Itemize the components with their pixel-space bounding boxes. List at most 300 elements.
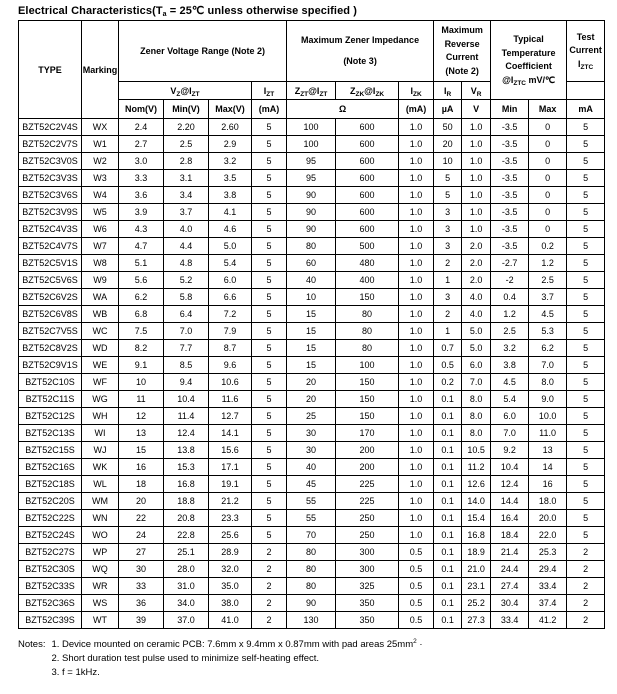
temp-line-2: Temperature [501, 47, 556, 58]
value-cell: 23.1 [462, 578, 491, 595]
value-cell: 30 [119, 561, 164, 578]
value-cell: 31.0 [164, 578, 209, 595]
marking-cell: WR [82, 578, 119, 595]
value-cell: 80 [336, 340, 399, 357]
type-cell: BZT52C4V7S [19, 238, 82, 255]
electrical-characteristics-table [18, 20, 605, 629]
value-cell: 7.0 [529, 357, 567, 374]
value-cell: 35.0 [209, 578, 252, 595]
table-row [19, 476, 605, 493]
value-cell: 14 [529, 459, 567, 476]
value-cell: 27 [119, 544, 164, 561]
value-cell: 0.1 [434, 391, 462, 408]
value-cell: 10.0 [529, 408, 567, 425]
value-cell: 15 [287, 357, 336, 374]
value-cell: 24 [119, 527, 164, 544]
value-cell: 300 [336, 561, 399, 578]
col-group-temp-coefficient [491, 21, 567, 100]
value-cell: 14.1 [209, 425, 252, 442]
value-cell: 95 [287, 153, 336, 170]
value-cell: 0 [529, 153, 567, 170]
value-cell: 4.1 [209, 204, 252, 221]
col-group-max-reverse-current [434, 21, 491, 82]
type-cell: BZT52C9V1S [19, 357, 82, 374]
value-cell: 5 [252, 204, 287, 221]
value-cell: 480 [336, 255, 399, 272]
value-cell: 5 [567, 119, 605, 136]
type-cell: BZT52C3V0S [19, 153, 82, 170]
value-cell: 3.0 [119, 153, 164, 170]
value-cell: 5 [252, 170, 287, 187]
value-cell: 5 [567, 527, 605, 544]
reverse-line-3: Current [445, 52, 479, 62]
value-cell: 2 [252, 612, 287, 629]
value-cell: 11.0 [529, 425, 567, 442]
marking-cell: WC [82, 323, 119, 340]
col-header-vr: $V_R$ [462, 82, 491, 100]
table-row [19, 459, 605, 476]
value-cell: 150 [336, 374, 399, 391]
table-row [19, 374, 605, 391]
value-cell: 1.0 [399, 170, 434, 187]
value-cell: 5 [434, 170, 462, 187]
value-cell: 3.6 [119, 187, 164, 204]
value-cell: 20 [287, 374, 336, 391]
value-cell: 5 [434, 187, 462, 204]
value-cell: 7.2 [209, 306, 252, 323]
value-cell: 20.8 [164, 510, 209, 527]
type-cell: BZT52C13S [19, 425, 82, 442]
value-cell: 8.0 [462, 425, 491, 442]
value-cell: -3.5 [491, 238, 529, 255]
value-cell: 200 [336, 442, 399, 459]
marking-cell: WX [82, 119, 119, 136]
value-cell: 1.0 [462, 221, 491, 238]
marking-cell: WS [82, 595, 119, 612]
value-cell: 600 [336, 221, 399, 238]
col-group-max-zener-impedance [287, 21, 434, 82]
value-cell: 29.4 [529, 561, 567, 578]
value-cell: 5 [252, 374, 287, 391]
value-cell: 7.9 [209, 323, 252, 340]
col-header-type: TYPE [19, 21, 82, 119]
value-cell: 28.0 [164, 561, 209, 578]
type-cell: BZT52C2V4S [19, 119, 82, 136]
value-cell: -3.5 [491, 221, 529, 238]
value-cell: 18.4 [491, 527, 529, 544]
value-cell: 13.8 [164, 442, 209, 459]
value-cell: 1.0 [399, 289, 434, 306]
value-cell: 11.2 [462, 459, 491, 476]
col-header-izk: $I_{ZK}$ [399, 82, 434, 100]
value-cell: 3.3 [119, 170, 164, 187]
value-cell: 9.1 [119, 357, 164, 374]
value-cell: 0.7 [434, 340, 462, 357]
value-cell: 9.4 [164, 374, 209, 391]
unit-ohm: Ω [287, 100, 399, 119]
value-cell: 0.5 [399, 612, 434, 629]
value-cell: 80 [287, 238, 336, 255]
unit-izt-ma: (mA) [252, 100, 287, 119]
value-cell: 10 [434, 153, 462, 170]
value-cell: 5 [252, 510, 287, 527]
value-cell: 3.2 [491, 340, 529, 357]
value-cell: 0.1 [434, 408, 462, 425]
marking-cell: W8 [82, 255, 119, 272]
value-cell: 5 [252, 221, 287, 238]
value-cell: 5 [252, 357, 287, 374]
unit-izk-ma: (mA) [399, 100, 434, 119]
value-cell: 0.5 [399, 561, 434, 578]
value-cell: 1.0 [399, 340, 434, 357]
value-cell: 40 [287, 272, 336, 289]
type-cell: BZT52C33S [19, 578, 82, 595]
value-cell: 3 [434, 204, 462, 221]
value-cell: 2.20 [164, 119, 209, 136]
value-cell: 6.0 [462, 357, 491, 374]
value-cell: 50 [434, 119, 462, 136]
value-cell: 5 [567, 357, 605, 374]
value-cell: 10.6 [209, 374, 252, 391]
value-cell: 250 [336, 527, 399, 544]
value-cell: 2.0 [462, 255, 491, 272]
value-cell: 1.2 [491, 306, 529, 323]
value-cell: 9.6 [209, 357, 252, 374]
value-cell: 2 [252, 561, 287, 578]
value-cell: 5 [567, 425, 605, 442]
value-cell: 3.9 [119, 204, 164, 221]
note-item-1: 1. Device mounted on ceramic PCB: 7.6mm x 9.4mm x 0.87mm with pad areas $25mm^2$ · [51, 638, 423, 650]
value-cell: 37.4 [529, 595, 567, 612]
value-cell: 36 [119, 595, 164, 612]
value-cell: 5 [567, 510, 605, 527]
value-cell: 0 [529, 221, 567, 238]
table-row [19, 595, 605, 612]
value-cell: 60 [287, 255, 336, 272]
value-cell: 1.0 [399, 255, 434, 272]
value-cell: 2 [567, 578, 605, 595]
value-cell: 80 [287, 544, 336, 561]
value-cell: 7.0 [462, 374, 491, 391]
value-cell: 5.4 [491, 391, 529, 408]
value-cell: 2.5 [529, 272, 567, 289]
value-cell: 0.5 [399, 578, 434, 595]
type-cell: BZT52C8V2S [19, 340, 82, 357]
value-cell: 5 [567, 374, 605, 391]
value-cell: 15 [119, 442, 164, 459]
col-group-zener-voltage-range: Zener Voltage Range (Note 2) [119, 21, 287, 82]
type-cell: BZT52C16S [19, 459, 82, 476]
value-cell: 3 [434, 289, 462, 306]
value-cell: 0.5 [434, 357, 462, 374]
table-row [19, 357, 605, 374]
value-cell: 41.0 [209, 612, 252, 629]
value-cell: 5 [567, 136, 605, 153]
marking-cell: W4 [82, 187, 119, 204]
value-cell: 22.0 [529, 527, 567, 544]
value-cell: 4.4 [164, 238, 209, 255]
unit-ir-ua: µA [434, 100, 462, 119]
value-cell: 5 [567, 187, 605, 204]
value-cell: 600 [336, 119, 399, 136]
value-cell: 30 [287, 442, 336, 459]
type-cell: BZT52C2V7S [19, 136, 82, 153]
value-cell: 5 [567, 306, 605, 323]
value-cell: 4.5 [491, 374, 529, 391]
value-cell: 22 [119, 510, 164, 527]
value-cell: 95 [287, 170, 336, 187]
value-cell: 12 [119, 408, 164, 425]
type-cell: BZT52C10S [19, 374, 82, 391]
table-row [19, 578, 605, 595]
value-cell: 5 [252, 425, 287, 442]
type-cell: BZT52C5V1S [19, 255, 82, 272]
value-cell: 5 [252, 408, 287, 425]
value-cell: 325 [336, 578, 399, 595]
table-row [19, 408, 605, 425]
value-cell: 5.0 [209, 238, 252, 255]
value-cell: 20 [287, 391, 336, 408]
value-cell: 500 [336, 238, 399, 255]
value-cell: -3.5 [491, 204, 529, 221]
value-cell: 5 [567, 459, 605, 476]
value-cell: 5 [567, 493, 605, 510]
value-cell: 0 [529, 187, 567, 204]
unit-min-v: Min(V) [164, 100, 209, 119]
type-cell: BZT52C6V8S [19, 306, 82, 323]
marking-cell: W9 [82, 272, 119, 289]
value-cell: 5 [252, 442, 287, 459]
value-cell: 0 [529, 170, 567, 187]
value-cell: 16.8 [462, 527, 491, 544]
value-cell: 3.7 [164, 204, 209, 221]
value-cell: 170 [336, 425, 399, 442]
value-cell: 6.8 [119, 306, 164, 323]
value-cell: 12.4 [491, 476, 529, 493]
value-cell: 8.0 [462, 408, 491, 425]
marking-cell: WN [82, 510, 119, 527]
value-cell: 5.8 [164, 289, 209, 306]
value-cell: 3 [434, 221, 462, 238]
unit-tc-min: Min [491, 100, 529, 119]
value-cell: 20 [434, 136, 462, 153]
value-cell: 0 [529, 204, 567, 221]
value-cell: 2 [252, 595, 287, 612]
value-cell: 5 [567, 340, 605, 357]
value-cell: 5 [252, 238, 287, 255]
value-cell: 15.4 [462, 510, 491, 527]
value-cell: 80 [287, 561, 336, 578]
value-cell: 5 [252, 323, 287, 340]
value-cell: 5 [252, 493, 287, 510]
table-row [19, 391, 605, 408]
value-cell: -2.7 [491, 255, 529, 272]
value-cell: 10 [119, 374, 164, 391]
value-cell: 1.0 [399, 204, 434, 221]
table-row [19, 510, 605, 527]
value-cell: 6.2 [529, 340, 567, 357]
value-cell: 27.4 [491, 578, 529, 595]
value-cell: 0 [529, 136, 567, 153]
value-cell: 130 [287, 612, 336, 629]
value-cell: 1.0 [399, 476, 434, 493]
value-cell: 100 [287, 136, 336, 153]
marking-cell: WA [82, 289, 119, 306]
type-cell: BZT52C7V5S [19, 323, 82, 340]
value-cell: 20 [119, 493, 164, 510]
value-cell: 2.0 [462, 238, 491, 255]
value-cell: 2 [434, 306, 462, 323]
value-cell: 10.4 [164, 391, 209, 408]
value-cell: 350 [336, 595, 399, 612]
value-cell: 300 [336, 544, 399, 561]
value-cell: 600 [336, 153, 399, 170]
marking-cell: WK [82, 459, 119, 476]
value-cell: 2 [434, 255, 462, 272]
value-cell: 38.0 [209, 595, 252, 612]
value-cell: 1 [434, 272, 462, 289]
table-row [19, 255, 605, 272]
value-cell: 4.0 [462, 306, 491, 323]
notes-label: Notes: [18, 639, 46, 650]
value-cell: 2 [252, 578, 287, 595]
col-group-test-current [567, 21, 605, 82]
value-cell: -3.5 [491, 187, 529, 204]
value-cell: 30 [287, 425, 336, 442]
value-cell: 5 [567, 408, 605, 425]
value-cell: 10.4 [491, 459, 529, 476]
temp-line-1: Typical [513, 34, 544, 44]
value-cell: 25.3 [529, 544, 567, 561]
value-cell: 2.7 [119, 136, 164, 153]
type-cell: BZT52C39S [19, 612, 82, 629]
value-cell: 70 [287, 527, 336, 544]
value-cell: 10.5 [462, 442, 491, 459]
value-cell: 1.0 [462, 204, 491, 221]
value-cell: 1.0 [399, 153, 434, 170]
col-header-zzt-at-izt: $Z_{ZT}@I_{ZT}$ [287, 82, 336, 100]
value-cell: 8.0 [529, 374, 567, 391]
value-cell: 225 [336, 493, 399, 510]
col-header-vz-at-izt: $V_Z@I_{ZT}$ [119, 82, 252, 100]
value-cell: 150 [336, 289, 399, 306]
value-cell: 15.3 [164, 459, 209, 476]
value-cell: 21.4 [491, 544, 529, 561]
value-cell: 3.5 [209, 170, 252, 187]
value-cell: 600 [336, 170, 399, 187]
value-cell: 55 [287, 510, 336, 527]
value-cell: 5.0 [462, 323, 491, 340]
value-cell: 1.0 [399, 187, 434, 204]
value-cell: 5 [252, 459, 287, 476]
value-cell: 5.4 [209, 255, 252, 272]
value-cell: 41.2 [529, 612, 567, 629]
value-cell: 5 [252, 119, 287, 136]
marking-cell: W1 [82, 136, 119, 153]
table-row [19, 272, 605, 289]
type-cell: BZT52C20S [19, 493, 82, 510]
value-cell: 6.6 [209, 289, 252, 306]
marking-cell: W7 [82, 238, 119, 255]
value-cell: 5.6 [119, 272, 164, 289]
table-body [19, 119, 605, 629]
value-cell: 6.0 [209, 272, 252, 289]
value-cell: 5 [567, 204, 605, 221]
table-row [19, 187, 605, 204]
type-cell: BZT52C22S [19, 510, 82, 527]
value-cell: 5 [252, 391, 287, 408]
value-cell: 4.5 [529, 306, 567, 323]
value-cell: 21.0 [462, 561, 491, 578]
value-cell: 3.1 [164, 170, 209, 187]
notes-items [51, 638, 422, 680]
marking-cell: WP [82, 544, 119, 561]
value-cell: 7.0 [164, 323, 209, 340]
value-cell: 12.6 [462, 476, 491, 493]
type-cell: BZT52C11S [19, 391, 82, 408]
value-cell: 1.0 [399, 408, 434, 425]
value-cell: 150 [336, 391, 399, 408]
table-row [19, 136, 605, 153]
col-header-zzk-at-izk: $Z_{ZK}@I_{ZK}$ [336, 82, 399, 100]
value-cell: 90 [287, 595, 336, 612]
type-cell: BZT52C36S [19, 595, 82, 612]
table-header [19, 21, 605, 119]
value-cell: 4.3 [119, 221, 164, 238]
value-cell: 0.1 [434, 425, 462, 442]
value-cell: 2.4 [119, 119, 164, 136]
value-cell: 0.1 [434, 578, 462, 595]
marking-cell: WI [82, 425, 119, 442]
value-cell: 80 [336, 323, 399, 340]
value-cell: 5 [252, 255, 287, 272]
col-header-test-current-spacer [567, 82, 605, 100]
value-cell: 100 [336, 357, 399, 374]
value-cell: 1.0 [399, 442, 434, 459]
value-cell: 1.0 [399, 272, 434, 289]
value-cell: 5 [567, 391, 605, 408]
value-cell: 8.0 [462, 391, 491, 408]
value-cell: 34.0 [164, 595, 209, 612]
value-cell: 250 [336, 510, 399, 527]
temp-line-4: $@I_{ZTC}$ mV/℃ [502, 74, 556, 87]
value-cell: 5 [567, 153, 605, 170]
value-cell: 0.4 [491, 289, 529, 306]
value-cell: 90 [287, 204, 336, 221]
value-cell: 5.1 [119, 255, 164, 272]
value-cell: -3.5 [491, 170, 529, 187]
value-cell: 5 [567, 289, 605, 306]
table-row [19, 170, 605, 187]
value-cell: 1.0 [462, 119, 491, 136]
value-cell: 12.4 [164, 425, 209, 442]
value-cell: 22.8 [164, 527, 209, 544]
marking-cell: WB [82, 306, 119, 323]
value-cell: 33.4 [529, 578, 567, 595]
table-row [19, 527, 605, 544]
value-cell: 90 [287, 221, 336, 238]
value-cell: 18.8 [164, 493, 209, 510]
value-cell: 11.4 [164, 408, 209, 425]
value-cell: 2.9 [209, 136, 252, 153]
type-cell: BZT52C27S [19, 544, 82, 561]
impedance-line-1: Maximum Zener Impedance [301, 35, 420, 45]
table-row [19, 323, 605, 340]
value-cell: 1.0 [399, 119, 434, 136]
value-cell: 8.2 [119, 340, 164, 357]
value-cell: 6.0 [491, 408, 529, 425]
reverse-line-1: Maximum [441, 25, 483, 35]
